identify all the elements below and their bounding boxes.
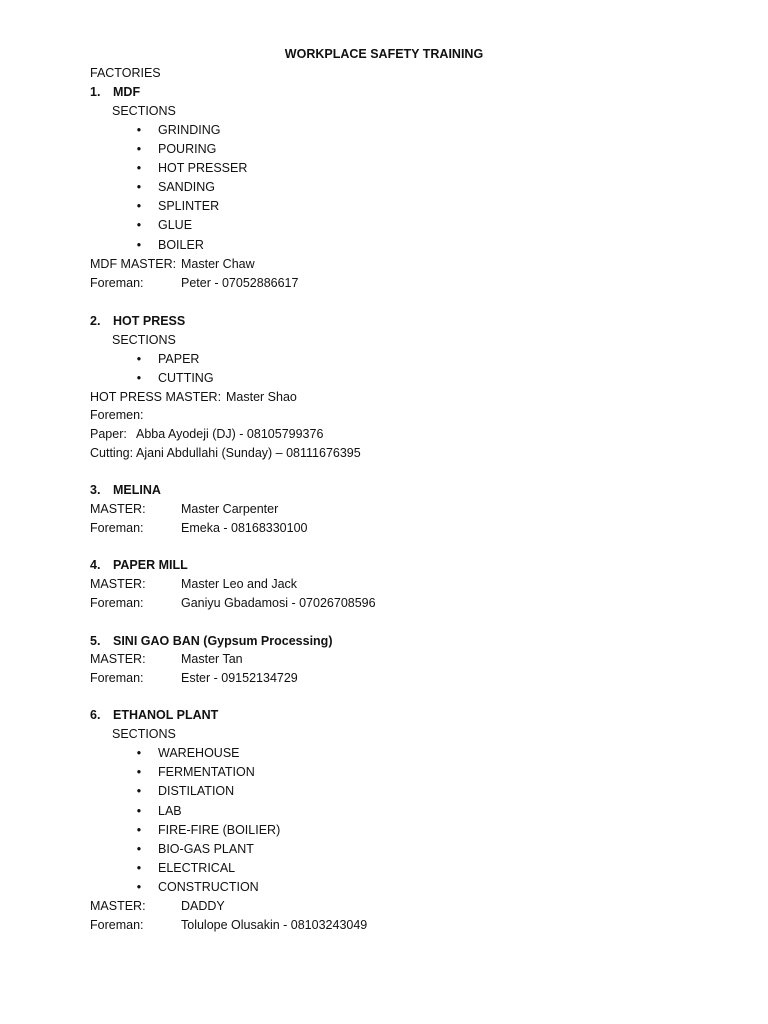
- foreman-row: Foreman: Peter - 07052886617: [90, 276, 299, 290]
- sections-label: SECTIONS: [112, 333, 176, 347]
- foreman-row: Foreman: Emeka - 08168330100: [90, 521, 308, 535]
- foremen-row: Foremen:: [90, 408, 144, 422]
- master-row: MASTER: Master Carpenter: [90, 502, 279, 516]
- foreman-row: Cutting: Ajani Abdullahi (Sunday) – 08111676395: [90, 446, 361, 460]
- master-row: MASTER: Master Tan: [90, 652, 243, 666]
- factory-heading-melina: 3. MELINA: [90, 483, 161, 497]
- foreman-row: Foreman: Ester - 09152134729: [90, 671, 298, 685]
- factory-heading-hot-press: 2. HOT PRESS: [90, 314, 186, 328]
- factory-heading-ethanol-plant: 6. ETHANOL PLANT: [90, 708, 219, 722]
- foreman-row: Paper: Abba Ayodeji (DJ) - 08105799376: [90, 427, 324, 441]
- factory-heading-paper-mill: 4. PAPER MILL: [90, 558, 188, 572]
- factories-heading: FACTORIES: [90, 66, 161, 80]
- sections-label: SECTIONS: [112, 104, 176, 118]
- sections-label: SECTIONS: [112, 727, 176, 741]
- master-row: MASTER: Master Leo and Jack: [90, 577, 298, 591]
- document-title: WORKPLACE SAFETY TRAINING: [284, 47, 484, 61]
- master-row: MDF MASTER: Master Chaw: [90, 257, 255, 271]
- foreman-row: Foreman: Ganiyu Gbadamosi - 07026708596: [90, 596, 376, 610]
- foreman-row: Foreman: Tolulope Olusakin - 08103243049: [90, 918, 368, 932]
- factory-heading-mdf: 1. MDF: [90, 85, 141, 99]
- document-page: WORKPLACE SAFETY TRAINING FACTORIES 1. MDF SECTIONS • GRINDING • POURING • HOT PRESSER • SANDING • SPLINTER • GLUE • BOILER MDF MASTER: Master Chaw Foreman: Peter - 07052886617 2. HOT PRESS SECTIONS • PAPER • CUTTING HOT PRESS MASTER: Master Shao Foremen: Paper: Abba Ayodeji (DJ) - 08105799376 Cutting: Ajani Abdullahi (Sunday) – 08111676395 3. MELINA MASTER: Master Carpenter Foreman: Emeka - 08168330100 4. PAPER MILL MASTER: Master Leo and Jack Foreman: Ganiyu Gbadamosi - 07026708596 5. SINI GAO BAN (Gypsum Processing) MASTER: Master Tan Foreman: Ester - 09152134729 6. ETHANOL PLANT SECTIONS • WAREHOUSE • FERMENTATION • DISTILATION • LAB • FIRE-FIRE (BOILIER) • BIO-GAS PLANT • ELECTRICAL • CONSTRUCTION MASTER: DADDY Foreman: Tolulope Olusakin - 08103243049: [0, 0, 768, 1024]
- master-row: HOT PRESS MASTER: Master Shao: [90, 390, 297, 404]
- master-row: MASTER: DADDY: [90, 899, 225, 913]
- factory-heading-sini-gao-ban: 5. SINI GAO BAN (Gypsum Processing): [90, 634, 333, 648]
